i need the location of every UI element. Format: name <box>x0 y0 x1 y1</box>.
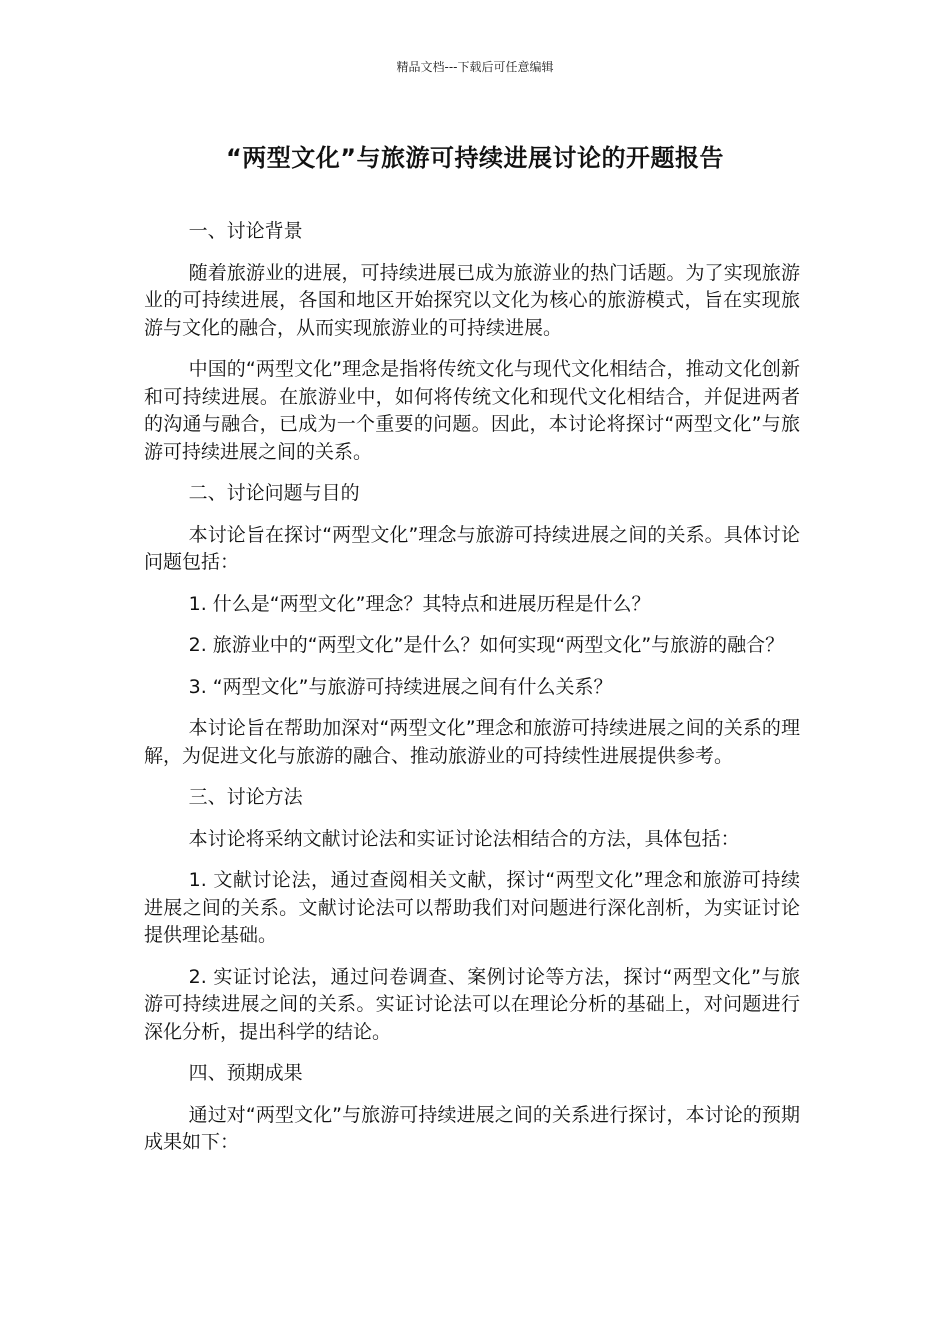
list-item: 2. 旅游业中的“两型文化”是什么？如何实现“两型文化”与旅游的融合？ <box>188 634 785 656</box>
section-heading-background: 一、讨论背景 <box>188 220 303 242</box>
section-heading-outcomes: 四、预期成果 <box>188 1062 303 1084</box>
section-heading-questions: 二、讨论问题与目的 <box>188 482 360 504</box>
document-body <box>144 218 800 1171</box>
paragraph: 本讨论将采纳文献讨论法和实证讨论法相结合的方法，具体包括： <box>188 827 740 850</box>
list-item: 1. 什么是“两型文化”理念？其特点和进展历程是什么？ <box>188 592 651 615</box>
paragraph: 中国的“两型文化”理念是指将传统文化与现代文化相结合，推动文化创新和可持续进展。在旅游业中，如何将传统文化和现代文化相结合，并促进两者的沟通与融合，已成为一个重要的问题。因此，本讨论将探讨“两型文化”与旅游可持续进展之间的关系。 <box>144 358 800 463</box>
list-item: 3. “两型文化”与旅游可持续进展之间有什么关系？ <box>188 675 613 698</box>
section-heading-methods: 三、讨论方法 <box>188 786 303 808</box>
paragraph: 通过对“两型文化”与旅游可持续进展之间的关系进行探讨，本讨论的预期成果如下： <box>144 1103 800 1153</box>
list-item: 2. 实证讨论法，通过问卷调查、案例讨论等方法，探讨“两型文化”与旅游可持续进展之间的关系。实证讨论法可以在理论分析的基础上，对问题进行深化分析，提出科学的结论。 <box>144 965 800 1043</box>
paragraph: 随着旅游业的进展，可持续进展已成为旅游业的热门话题。为了实现旅游业的可持续进展，各国和地区开始探究以文化为核心的旅游模式，旨在实现旅游与文化的融合，从而实现旅游业的可持续进展。 <box>144 261 800 339</box>
document-title: “两型文化”与旅游可持续进展讨论的开题报告 <box>225 144 725 172</box>
list-item: 1. 文献讨论法，通过查阅相关文献，探讨“两型文化”理念和旅游可持续进展之间的关系。文献讨论法可以帮助我们对问题进行深化剖析，为实证讨论提供理论基础。 <box>144 869 800 946</box>
paragraph: 本讨论旨在帮助加深对“两型文化”理念和旅游可持续进展之间的关系的理解，为促进文化与旅游的融合、推动旅游业的可持续性进展提供参考。 <box>144 717 800 767</box>
paragraph: 本讨论旨在探讨“两型文化”理念与旅游可持续进展之间的关系。具体讨论问题包括： <box>144 523 800 573</box>
header-note: 精品文档---下载后可任意编辑 <box>396 60 554 74</box>
